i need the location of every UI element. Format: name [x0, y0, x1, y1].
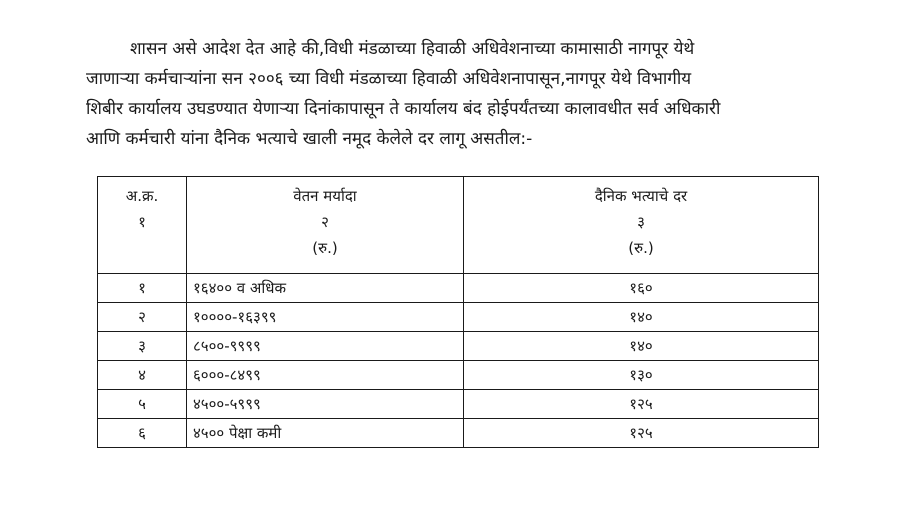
paragraph-line: आणि कर्मचारी यांना दैनिक भत्याचे खाली नमूद केलेले दर लागू असतील:- — [86, 129, 533, 149]
row-daily-rate: १६० — [464, 274, 819, 303]
row-daily-rate: १४० — [464, 303, 819, 332]
row-serial: ५ — [98, 390, 187, 419]
paragraph-line: शासन असे आदेश देत आहे की,विधी मंडळाच्या हिवाळी अधिवेशनाच्या कामासाठी नागपूर येथे — [130, 39, 695, 59]
header-serial-number: १ — [138, 213, 146, 231]
row-daily-rate: १४० — [464, 332, 819, 361]
header-rate-number: ३ — [637, 213, 645, 231]
row-serial: ४ — [98, 361, 187, 390]
table-row — [98, 361, 819, 390]
row-pay-range: १००००-१६३९९ — [187, 303, 464, 332]
row-daily-rate: १२५ — [464, 390, 819, 419]
row-pay-range: ६०००-८४९९ — [187, 361, 464, 390]
table-row — [98, 274, 819, 303]
row-pay-range: १६४०० व अधिक — [187, 274, 464, 303]
row-daily-rate: १३० — [464, 361, 819, 390]
header-rate-label: दैनिक भत्याचे दर — [594, 187, 688, 205]
paragraph-line: जाणाऱ्या कर्मचाऱ्यांना सन २००६ च्या विधी मंडळाच्या हिवाळी अधिवेशनापासून,नागपूर येथे विभागीय — [86, 69, 692, 89]
paragraph-line: शिबीर कार्यालय उघडण्यात येणाऱ्या दिनांकापासून ते कार्यालय बंद होईपर्यंतच्या कालावधीत सर्व अधिकारी — [86, 99, 721, 119]
header-serial-label: अ.क्र. — [125, 187, 159, 205]
row-pay-range: ४५००-५९९९ — [187, 390, 464, 419]
row-serial: १ — [98, 274, 187, 303]
header-pay-limit — [187, 177, 464, 274]
header-daily-rate — [464, 177, 819, 274]
header-pay-number: २ — [321, 213, 329, 231]
table-row — [98, 419, 819, 448]
table-row — [98, 303, 819, 332]
header-rate-unit: (रु.) — [628, 239, 654, 257]
header-pay-unit: (रु.) — [312, 239, 338, 257]
table-row — [98, 332, 819, 361]
row-serial: ३ — [98, 332, 187, 361]
allowance-rates-table — [97, 176, 819, 448]
row-serial: ६ — [98, 419, 187, 448]
header-serial — [98, 177, 187, 274]
row-pay-range: ८५००-९९९९ — [187, 332, 464, 361]
row-pay-range: ४५०० पेक्षा कमी — [187, 419, 464, 448]
header-pay-label: वेतन मर्यादा — [293, 187, 357, 205]
table-row — [98, 390, 819, 419]
table-header-row — [98, 177, 819, 274]
order-paragraph — [86, 34, 846, 154]
row-daily-rate: १२५ — [464, 419, 819, 448]
row-serial: २ — [98, 303, 187, 332]
